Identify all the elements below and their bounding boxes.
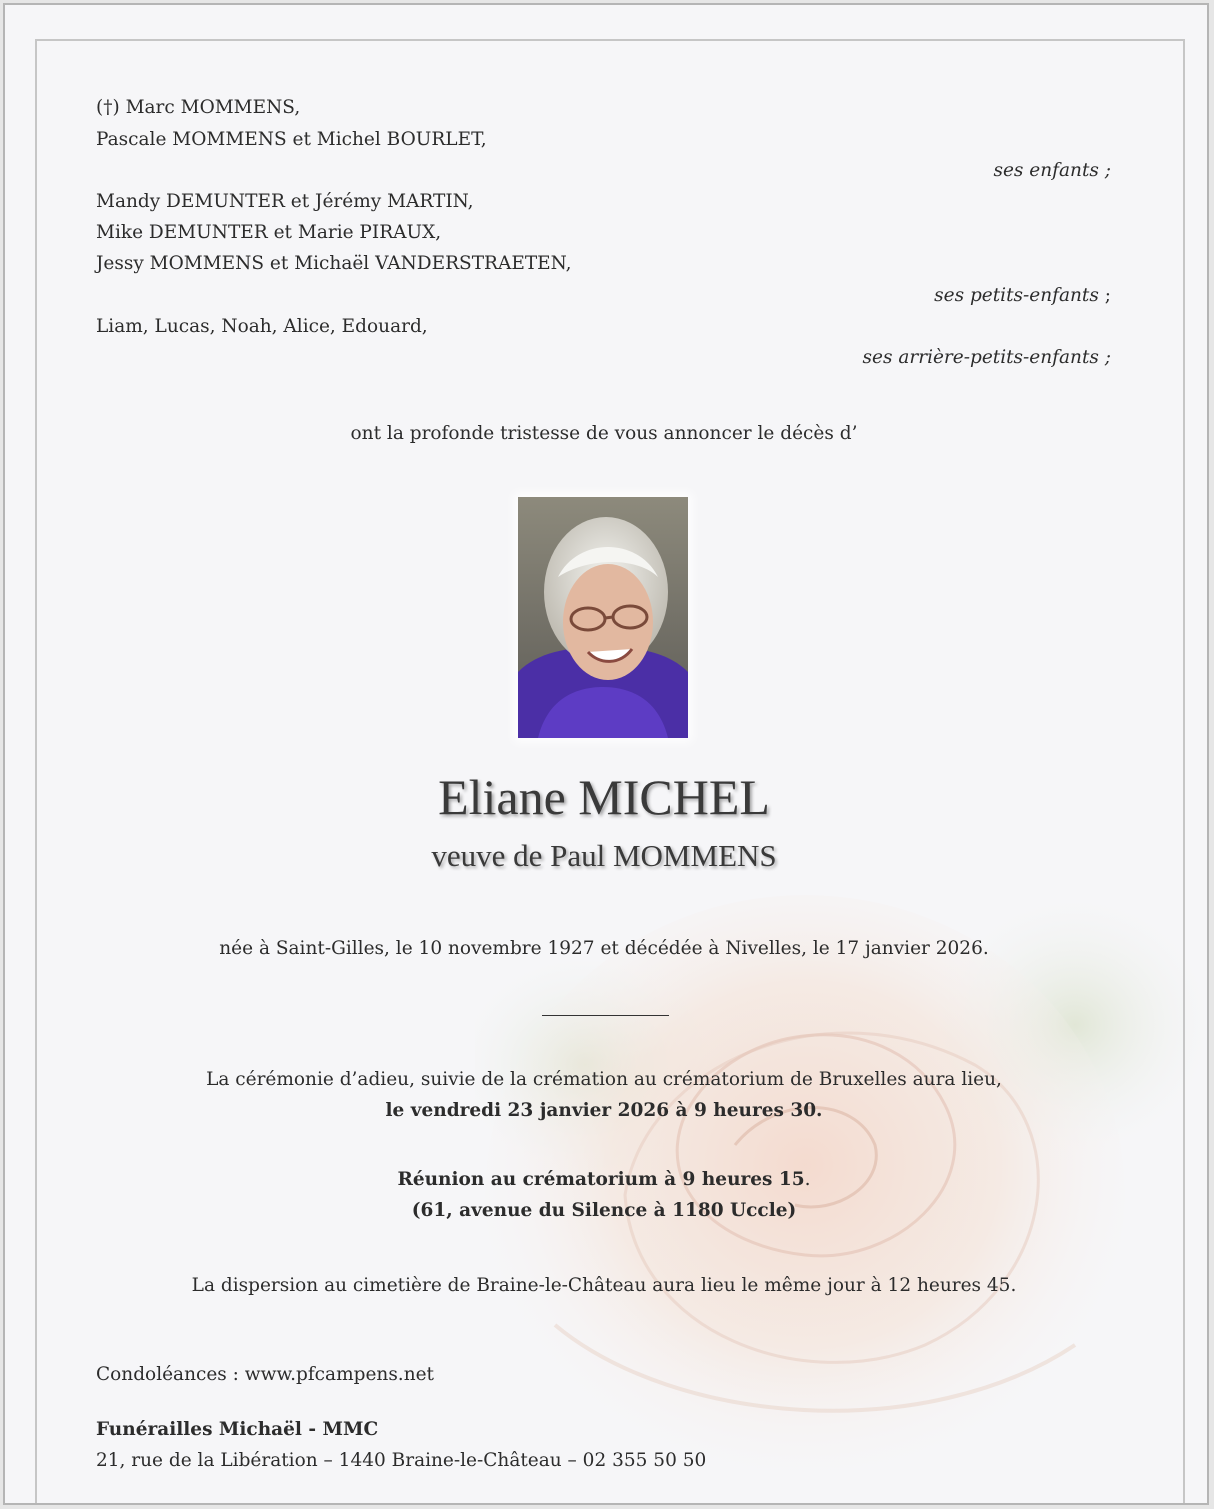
ceremony-line-1: La cérémonie d’adieu, suivie de la crémation au crématorium de Bruxelles aura lieu, [206, 1069, 1002, 1090]
grandchildren-label-text: ses petits-enfants [934, 285, 1099, 306]
grandchildren-label-punct: ; [1098, 285, 1111, 306]
condolences: Condoléances : www.pfcampens.net [96, 1364, 434, 1385]
great-grandchildren: Liam, Lucas, Noah, Alice, Edouard, [96, 316, 428, 337]
birth-death-dates: née à Saint-Gilles, le 10 novembre 1927 et décédée à Nivelles, le 17 janvier 2026. [219, 938, 989, 959]
funeral-home-name: Funérailles Michaël - MMC [96, 1419, 379, 1440]
children-label: ses enfants ; [993, 160, 1111, 181]
meeting-text: Réunion au crématorium à 9 heures 15 [397, 1169, 805, 1190]
great-grandchildren-label: ses arrière-petits-enfants ; [862, 347, 1111, 368]
meeting-address: (61, avenue du Silence à 1180 Uccle) [411, 1200, 797, 1221]
grandchild-3: Jessy MOMMENS et Michaël VANDERSTRAETEN, [96, 253, 572, 274]
grandchild-2: Mike DEMUNTER et Marie PIRAUX, [96, 222, 442, 243]
portrait-illustration [518, 497, 688, 738]
dispersion: La dispersion au cimetière de Braine-le-Château aura lieu le même jour à 12 heures 45. [191, 1275, 1017, 1296]
portrait-photo [518, 497, 688, 738]
deceased-name: Eliane MICHEL [438, 769, 770, 825]
meeting-line [0, 1164, 1208, 1195]
divider [542, 1015, 669, 1016]
child-2: Pascale MOMMENS et Michel BOURLET, [96, 129, 487, 150]
deceased-subtitle: veuve de Paul MOMMENS [431, 838, 777, 873]
meeting-punct: . [804, 1169, 811, 1190]
child-1: (†) Marc MOMMENS, [96, 97, 301, 118]
funeral-home-address: 21, rue de la Libération – 1440 Braine-le-Château – 02 355 50 50 [96, 1450, 707, 1471]
ceremony-line-2: le vendredi 23 janvier 2026 à 9 heures 30. [385, 1100, 823, 1121]
grandchildren-label [934, 280, 1111, 311]
announcement: ont la profonde tristesse de vous annoncer le décès d’ [350, 423, 858, 444]
grandchild-1: Mandy DEMUNTER et Jérémy MARTIN, [96, 191, 474, 212]
